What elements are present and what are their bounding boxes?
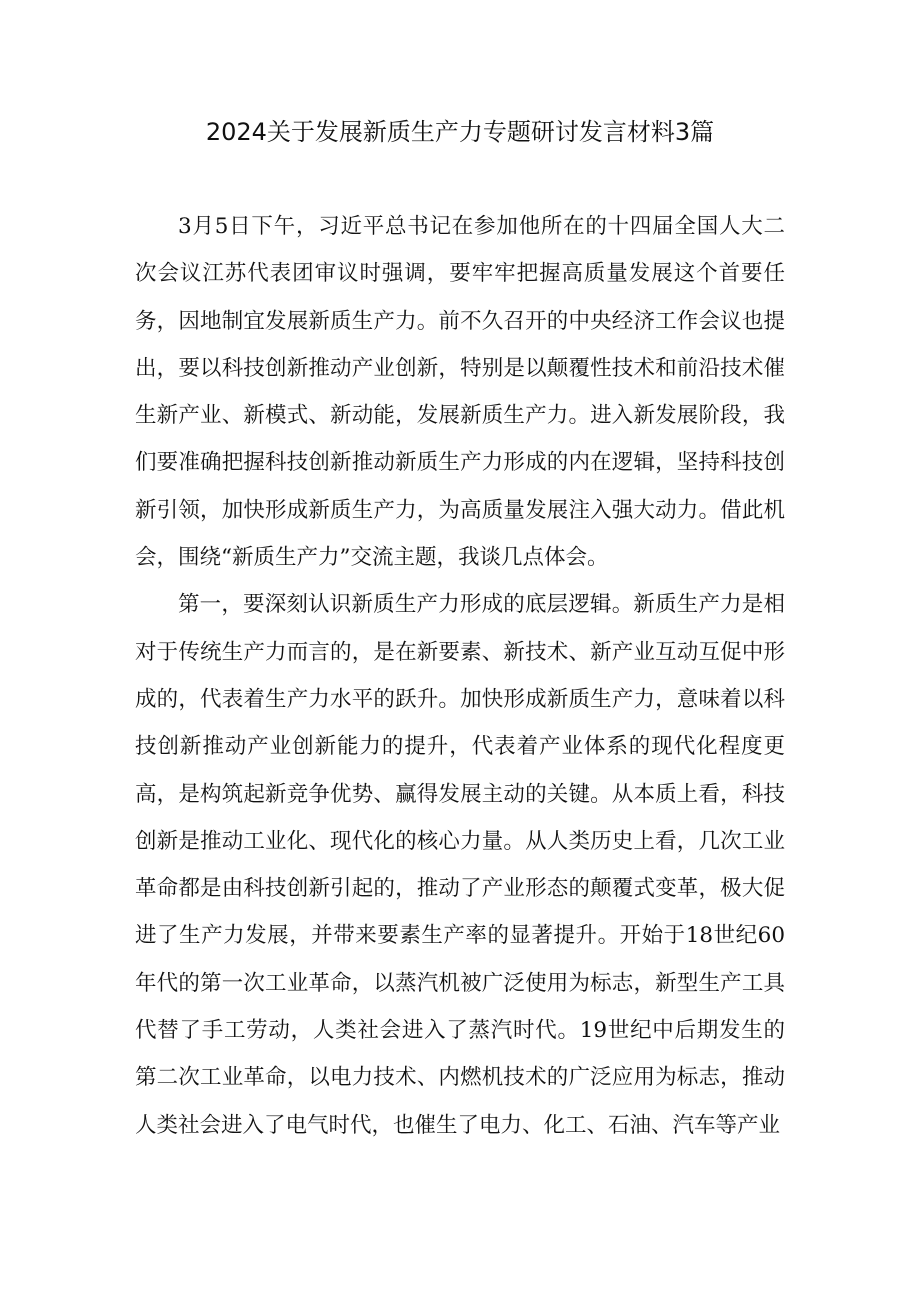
paragraph-2: 第一，要深刻认识新质生产力形成的底层逻辑。新质生产力是相对于传统生产力而言的，是在新要素、新技术、新产业互动互促中形成的，代表着生产力水平的跃升。加快形成新质生产力，意味着以科技创新推动产业创新能力的提升，代表着产业体系的现代化程度更高，是构筑起新竞争优势、赢得发展主动的关键。从本质上看，科技创新是推动工业化、现代化的核心力量。从人类历史上看，几次工业革命都是由科技创新引起的，推动了产业形态的颠覆式变革，极大促进了生产力发展，并带来要素生产率的显著提升。开始于18世纪60年代的第一次工业革命，以蒸汽机被广泛使用为标志，新型生产工具代替了手工劳动，人类社会进入了蒸汽时代。19世纪中后期发生的第二次工业革命，以电力技术、内燃机技术的广泛应用为标志，推动人类社会进入了电气时代，也催生了电力、化工、石油、汽车等产业 <box>135 592 785 1138</box>
paragraph-1: 3月5日下午，习近平总书记在参加他所在的十四届全国人大二次会议江苏代表团审议时强调，要牢牢把握高质量发展这个首要任务，因地制宜发展新质生产力。前不久召开的中央经济工作会议也提出，要以科技创新推动产业创新，特别是以颠覆性技术和前沿技术催生新产业、新模式、新动能，发展新质生产力。进入新发展阶段，我们要准确把握科技创新推动新质生产力形成的内在逻辑，坚持科技创新引领，加快形成新质生产力，为高质量发展注入强大动力。借此机会，围绕“新质生产力”交流主题，我谈几点体会。 <box>135 214 785 571</box>
document-body <box>135 203 785 1149</box>
document-title: 2024关于发展新质生产力专题研讨发言材料3篇 <box>205 118 715 146</box>
